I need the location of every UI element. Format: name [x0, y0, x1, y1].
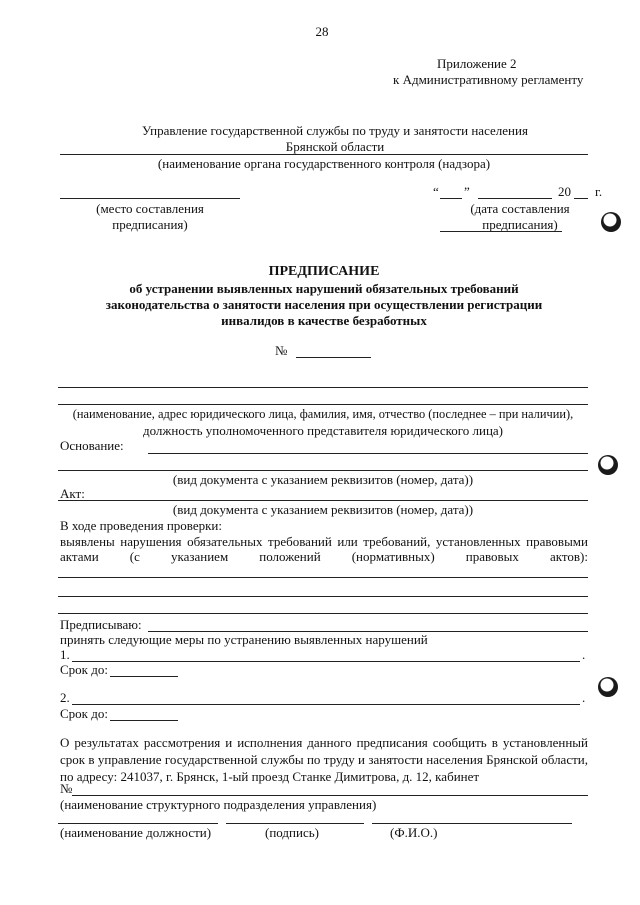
- prescribe-label: Предписываю:: [60, 617, 142, 632]
- appendix-subtitle: к Административному регламенту: [393, 72, 584, 87]
- basis-field-line1[interactable]: [148, 453, 588, 454]
- date-open-quote: “: [433, 184, 439, 199]
- basis-caption: (вид документа с указанием реквизитов (номер, дата)): [172, 472, 474, 487]
- binder-hole-1: [601, 212, 621, 232]
- place-caption-line1: (место составления: [96, 201, 204, 216]
- deadline-1-field[interactable]: [110, 676, 178, 677]
- deadline-2-field[interactable]: [110, 720, 178, 721]
- act-caption: (вид документа с указанием реквизитов (номер, дата)): [172, 502, 474, 517]
- report-number-sign: №: [60, 781, 73, 796]
- authority-name-line1: Управление государственной службы по труду и занятости населения: [142, 123, 528, 138]
- report-office-field[interactable]: [72, 795, 588, 796]
- document-subtitle-line1: об устранении выявленных нарушений обязательных требований: [129, 281, 519, 296]
- signature-position-caption: (наименование должности): [60, 825, 212, 840]
- number-field[interactable]: [296, 357, 371, 358]
- basis-label: Основание:: [60, 438, 124, 453]
- deadline-2-label: Срок до:: [60, 706, 108, 721]
- place-field[interactable]: [60, 198, 240, 199]
- report-instructions: О результатах рассмотрения и исполнения данного предписания сообщить в установленный срок в управление государственной службы по труду и занятости населения Брянской области, по адресу: 241037, г. Брянск, 1-ый проезд Станке Димитрова, д. 12, кабинет: [60, 735, 588, 784]
- number-label: №: [275, 343, 288, 358]
- violations-field-line3[interactable]: [58, 613, 588, 614]
- entity-field-line2[interactable]: [58, 404, 588, 405]
- act-label: Акт:: [60, 486, 85, 501]
- binder-hole-3: [598, 677, 618, 697]
- date-year-suffix: г.: [595, 184, 603, 199]
- signature-sign-field[interactable]: [226, 823, 364, 824]
- measure-item-1-field[interactable]: [72, 661, 580, 662]
- act-field[interactable]: [58, 500, 588, 501]
- violations-text-line1: выявлены нарушения обязательных требований или требований, установленных правовыми: [60, 534, 588, 549]
- date-caption-line2: предписания): [482, 217, 558, 232]
- measure-item-2-end: .: [582, 690, 586, 705]
- signature-sign-caption: (подпись): [265, 825, 319, 840]
- violations-text-line2: актами (с указанием положений (нормативных) правовых актов):: [60, 549, 588, 564]
- measure-item-1-number: 1.: [60, 647, 70, 662]
- document-subtitle-line3: инвалидов в качестве безработных: [221, 313, 427, 328]
- violations-field-line1[interactable]: [58, 577, 588, 578]
- measure-item-2-field[interactable]: [72, 704, 580, 705]
- document-subtitle-line2: законодательства о занятости населения при осуществлении регистрации: [105, 297, 543, 312]
- prescribe-text: принять следующие меры по устранению выявленных нарушений: [60, 632, 428, 647]
- deadline-1-label: Срок до:: [60, 662, 108, 677]
- measure-item-1-end: .: [582, 647, 586, 662]
- appendix-title: Приложение 2: [437, 56, 517, 71]
- date-month-field[interactable]: [478, 198, 552, 199]
- entity-caption-line1: (наименование, адрес юридического лица, фамилия, имя, отчество (последнее – при наличии),: [72, 407, 574, 421]
- document-title: ПРЕДПИСАНИЕ: [268, 264, 380, 279]
- page-number: 28: [315, 24, 329, 39]
- measure-item-2-number: 2.: [60, 690, 70, 705]
- inspection-intro: В ходе проведения проверки:: [60, 518, 223, 533]
- date-year-prefix: 20: [558, 184, 571, 199]
- binder-hole-2: [598, 455, 618, 475]
- violations-field-line2[interactable]: [58, 596, 588, 597]
- signature-name-caption: (Ф.И.О.): [390, 825, 438, 840]
- date-year-field[interactable]: [574, 198, 588, 199]
- basis-field-line2[interactable]: [58, 470, 588, 471]
- date-day-field[interactable]: [440, 198, 462, 199]
- authority-name-line2: Брянской области: [285, 139, 385, 154]
- entity-field-line1[interactable]: [58, 387, 588, 388]
- date-caption-underline: [440, 231, 562, 232]
- date-caption-line1: (дата составления: [470, 201, 570, 216]
- report-caption: (наименование структурного подразделения управления): [60, 797, 377, 812]
- place-caption-line2: предписания): [112, 217, 188, 232]
- entity-caption-line2: должность уполномоченного представителя юридического лица): [142, 423, 504, 438]
- date-close-quote: ”: [464, 184, 470, 199]
- authority-underline: [60, 154, 588, 155]
- signature-position-field[interactable]: [58, 823, 218, 824]
- signature-name-field[interactable]: [372, 823, 572, 824]
- authority-caption: (наименование органа государственного контроля (надзора): [157, 156, 491, 171]
